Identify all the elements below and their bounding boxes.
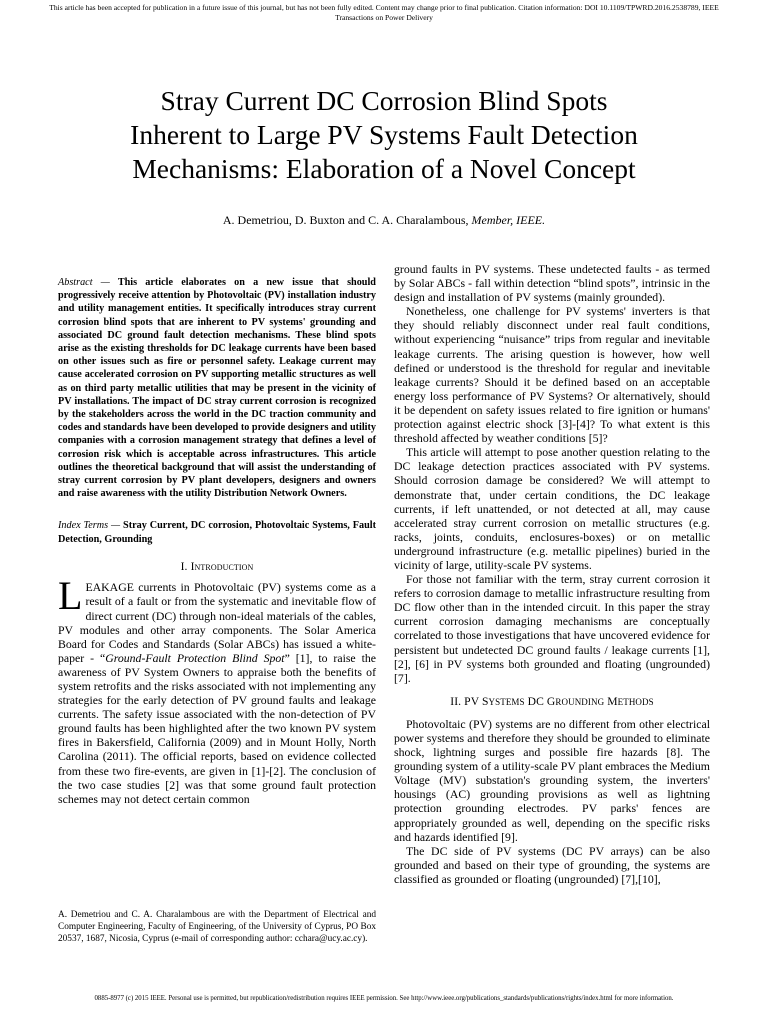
section-2-title-part: ETHODS	[617, 696, 654, 707]
title-line-1: Stray Current DC Corrosion Blind Spots	[160, 85, 608, 116]
author-footnote: A. Demetriou and C. A. Charalambous are with the Department of Electrical and Computer Engineering, Faculty of Engineering, of the University of Cyprus, PO Box 20537, 1687, Nicosia, Cyprus (e-mail of corresponding author: cchara@ucy.ac.cy).	[58, 910, 376, 944]
section-2-title-part: M	[604, 694, 618, 708]
publication-banner	[0, 3, 768, 23]
paragraph-pv-grounding: Photovoltaic (PV) systems are no different from other electrical power systems and therefore they should be grounded to eliminate shock, lightning surges and possible fire hazards [8]. The grounding system of a utility-scale PV plant embraces the Medium Voltage (MV) substation's grounding system, the inverters' housings (AC) grounding provisions as well as lightning protection grounding electrodes. PV parks' fences are appropriately grounded as well, depending on the specific risks and hazards identified [9].	[394, 716, 710, 844]
section-2-title-part: PV S	[464, 694, 489, 708]
intro-paragraph	[58, 573, 376, 806]
index-terms	[58, 519, 376, 546]
paper-title	[60, 84, 708, 186]
banner-line-1: This article has been accepted for publication in a future issue of this journal, but has not been fully edited. Content may change prior to final publication. Citation information: DOI 10.1109/TPWRD.2016.2538789, IEEE	[49, 3, 719, 12]
title-line-2: Inherent to Large PV Systems Fault Detection	[130, 119, 638, 150]
index-terms-text: Stray Current, DC corrosion, Photovoltaic Systems, Fault Detection, Grounding	[58, 520, 376, 545]
paragraph-dc-side: The DC side of PV systems (DC PV arrays) can be also grounded and based on their type of grounding, the systems are classified as grounded or floating (ungrounded) [7],[10],	[394, 843, 710, 886]
abstract-label: Abstract —	[58, 277, 110, 288]
section-2-title-part: YSTEMS	[488, 696, 525, 707]
paragraph-inverter-challenge: Nonetheless, one challenge for PV systems' inverters is that they should reliably disconnect under real fault conditions, without experiencing “nuisance” trips from regular and inevitable leakage currents. The arising question is however, how well defined or understood is the threshold for regular and inevitable leakage currents? Should it be defined based on an acceptable energy loss performance of PV Systems? Or alternatively, should it be dependent on safety issues related to fire ignition or humans' protection against electric shock [3]-[4]? To what extent is this threshold affected by weather conditions [5]?	[394, 304, 710, 446]
section-2-title-part: DC G	[524, 694, 556, 708]
drop-cap: L	[58, 573, 83, 619]
section-2-title	[464, 695, 654, 708]
section-2-title-part: ROUNDING	[555, 696, 605, 707]
copyright-footer: 0885-8977 (c) 2015 IEEE. Personal use is permitted, but republication/redistribution requires IEEE permission. See http://www.ieee.org/publications_standards/publications/rights/index.html for more information.	[94, 995, 674, 1002]
author-names: A. Demetriou, D. Buxton and C. A. Charalambous,	[222, 213, 469, 227]
banner-line-2: Transactions on Power Delivery	[335, 13, 433, 22]
section-1-heading	[58, 560, 376, 574]
abstract-text: This article elaborates on a new issue that should progressively receive attention by Photovoltaic (PV) installation industry and utility management entities. It specifically introduces stray current corrosion blind spots that are inherent to PV systems' grounding and associated DC ground fault detection mechanisms. These blind spots arise as the existing thresholds for DC leakage currents have been based on other issues such as fire or personnel safety. Leakage current may cause accelerated corrosion on PV supporting metallic structures as well as on third party metallic utilities that may be present in the vicinity of PV installations. The impact of DC stray current corrosion is recognized by the stakeholders across the world in the DC traction community and codes and standards have been developed to provide designers and utility companies with a corrosion management strategy that defines a level of corrosion risk which is acceptable across infrastructures. This article outlines the theoretical background that will assist the understanding of stray current corrosion by PV plant developers, designers and owners and raise awareness with the utility Distribution Network Owners.	[58, 277, 376, 500]
left-column	[58, 276, 376, 806]
intro-text-b: ” [1], to raise the awareness of PV System Owners to appraise both the benefits of system retrofits and the risks associated with not implementing any strategies for the early detection of PV ground faults and leakage currents. The safety issue associated with the non-detection of PV ground faults has been highlighted after the two known PV system fires in Bakersfield, California (2009) and in Mount Holly, North Carolina (2011). The official reports, based on evidence collected from these two fire-events, are given in [1]-[2]. The conclusion of the two case studies [2] was that some ground fault protection schemes may not detect certain common	[58, 650, 376, 806]
author-line	[60, 213, 708, 228]
intro-text-a: EAKAGE currents in Photovoltaic (PV) systems come as a result of a fault or from the systematic and inevitable flow of direct current (DC) through non-ideal materials of the cables, PV modules and other array components. The Solar America Board for Codes and Standards (Solar ABCs) has issued a white-paper - “	[58, 580, 376, 665]
abstract	[58, 276, 376, 500]
section-1-title: Introduction	[190, 560, 254, 574]
paragraph-corrosion-question: This article will attempt to pose another question relating to the DC leakage detection practices associated with PV systems. Should corrosion damage be considered? We will attempt to demonstrate that, under certain conditions, the DC leakage currents, if left unattended, or not detected at all, may cause accelerated stray current corrosion on metallic structures (e.g. racks, joints, conduits, enclosures-boxes) or on metallic underground infrastructure (e.g. metallic pipelines) buried in the vicinity of large, utility-scale PV systems.	[394, 445, 710, 572]
intro-white-paper-title: Ground-Fault Protection Blind Spot	[105, 650, 285, 665]
section-2-numeral: II.	[450, 694, 462, 708]
intro-paragraph-cont: ground faults in PV systems. These undetected faults - as termed by Solar ABCs - fall within detection “blind spots”, intrinsic in the design and installation of PV systems (mainly grounded).	[394, 262, 710, 305]
paragraph-stray-current-definition: For those not familiar with the term, stray current corrosion it refers to corrosion damage to metallic infrastructure resulting from DC flow other than in the intended circuit. In this paper the stray current corrosion damaging mechanisms are conceptually correlated to those investigations that have uncovered evidence for persistent but undetected DC ground faults / leakage currents [1], [2], [6] in PV systems both grounded and floating (ungrounded) [7].	[394, 572, 710, 685]
section-2-heading	[394, 695, 710, 709]
title-line-3: Mechanisms: Elaboration of a Novel Concept	[132, 153, 636, 184]
section-1-numeral: I.	[180, 560, 188, 574]
index-terms-label: Index Terms —	[58, 520, 121, 532]
right-column	[394, 262, 710, 886]
author-membership: Member, IEEE.	[471, 213, 546, 227]
